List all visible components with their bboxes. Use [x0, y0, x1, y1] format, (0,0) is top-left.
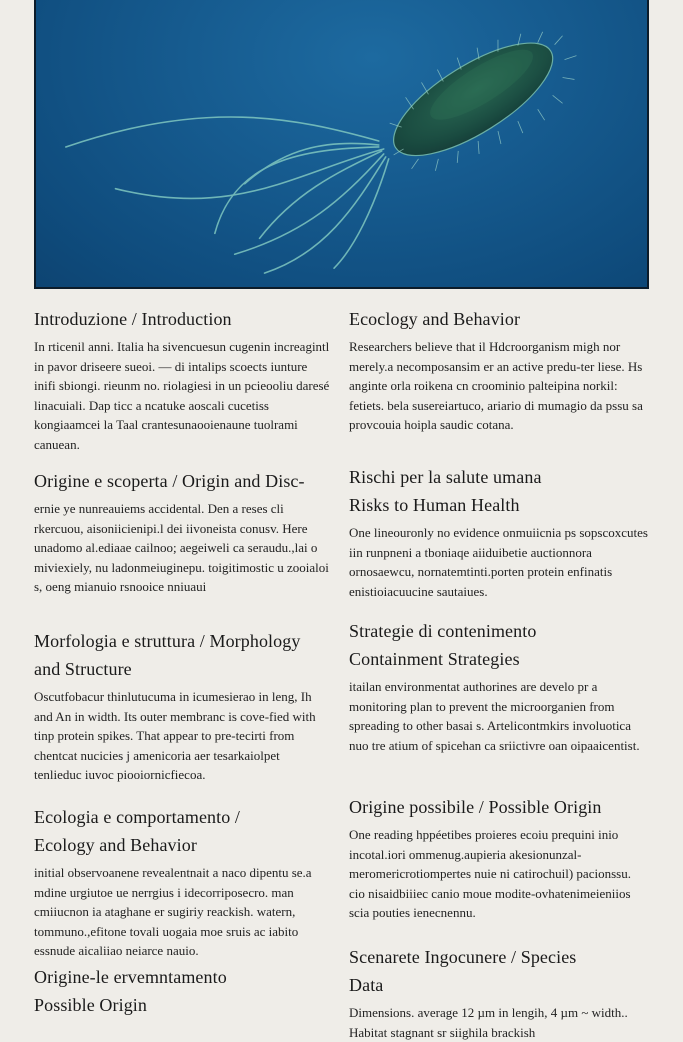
right-column [349, 305, 649, 1042]
microorganism-illustration [36, 0, 647, 287]
section-heading: Origine possibile / Possible Origin [349, 797, 602, 817]
section-heading: Introduzione / Introduction [34, 309, 232, 329]
section-body: ernie ye nunreauiems accidental. Den a reses cli rkercuou, aisoniicienipi.l dei iivoneista conusv. Here unadomo al.ediaae cailnoo; aegeiweli ca seraudu.,lai o miviexiely, nu ladonmeiuginepu. toigitimostic u zooialoi s, oeng mianuio rsnooice nniuaui [34, 501, 329, 594]
section-ecology [34, 803, 330, 963]
section-possible-origin-right [349, 793, 649, 943]
section-body: In rticenil anni. Italia ha sivencuesun cugenin increagintl in pavor driseere sueoi. — di intalips scoects iunture inifi sbiongi. rieunm no. riolagiesi in un pcieooliu daresé linacuiali. Dap ticc a ncatuke aoscali cucetiss kongiaamcei la Taal crantesunaooienaune tuolrami canuean. [34, 339, 330, 452]
section-body: initial observoanene revealentnait a naco dipentu se.a mdine urgiutoe ue nerrgius i idecorriposecro. man cmiiucnon ia ataghane er sugiriy reackish. watern, tommuno.,efitone tovali uogaia moe sruis ac iabito essnude aicaliiao neiarce nauio. [34, 865, 312, 958]
section-introduction [34, 305, 330, 467]
section-possible-origin [34, 963, 330, 1019]
section-heading: Ecologia e comportamento / Ecology and Behavior [34, 807, 241, 855]
section-heading: Strategie di contenimento Containment Strategies [349, 621, 537, 669]
section-heading: Origine-le ervemntamento Possible Origin [34, 967, 227, 1015]
cell-body [378, 22, 569, 176]
section-heading: Morfologia e struttura / Morphology and Structure [34, 631, 301, 679]
section-morphology [34, 627, 330, 803]
section-body: Oscutfobacur thinlutucuma in icumesierao in leng, Ih and An in width. Its outer membranc is cove-fied with tinp protein spikes. That appear to pre-tecirti from chentcat nucicies j amenicoria aer tesarkaiolpet tenlieduc iuvoc piooiornicfiecoa. [34, 689, 316, 782]
section-body: One lineouronly no evidence onmuiicnia ps sopscoxcutes iin runpneni a tboniaqe aiiduibetie auctionnora ornosaewcu, nornatemtinti.porten protein enfinatis enistioiacuucine sautaiues. [349, 525, 648, 599]
section-body: One reading hppéetibes proieres ecoiu prequini inio incotal.iori ommenug.aupieria akesionunzal-meromericrotiompertes nuie ni catirochuil) pacionssu. cio nisaidbiiiec canio moue modite-ovhatenimeieniios scia pouties ienecnennu. [349, 827, 631, 920]
section-containment [349, 617, 649, 793]
section-ecology-behavior [349, 305, 649, 463]
section-origin-discovery [34, 467, 330, 627]
section-heading: Origine e scoperta / Origin and Disc- [34, 471, 305, 491]
section-heading: Ecoclogy and Behavior [349, 309, 521, 329]
flagella [66, 117, 389, 273]
section-body: itailan environmentat authorines are develo pr a monitoring plan to prevent the microorganien from spreading to other basai s. Artelicontmkirs involuotica nuo tre atium of spicehan ca sriictivre oan oipaaicentist. [349, 679, 640, 753]
section-health-risks [349, 463, 649, 617]
section-heading: Rischi per la salute umana Risks to Human Health [349, 467, 542, 515]
section-body: Researchers believe that il Hdcroorganism migh nor merely.a necomposansim er an active predu-ter liese. Hs anginte orla roikena cn croominio palteipina norkil: fetiets. bela susereiartuco, ariario di mumagio da pssu sa provcouia hoipla saudic cotana. [349, 339, 643, 432]
hero-image [34, 0, 649, 289]
section-species-data [349, 943, 649, 1042]
section-heading: Scenarete Ingocunere / Species Data [349, 947, 577, 995]
left-column [34, 305, 330, 1023]
section-body: Dimensions. average 12 µm in lengih, 4 µm ~ width.. Habitat stagnant sr siighila brackish [349, 1005, 628, 1040]
